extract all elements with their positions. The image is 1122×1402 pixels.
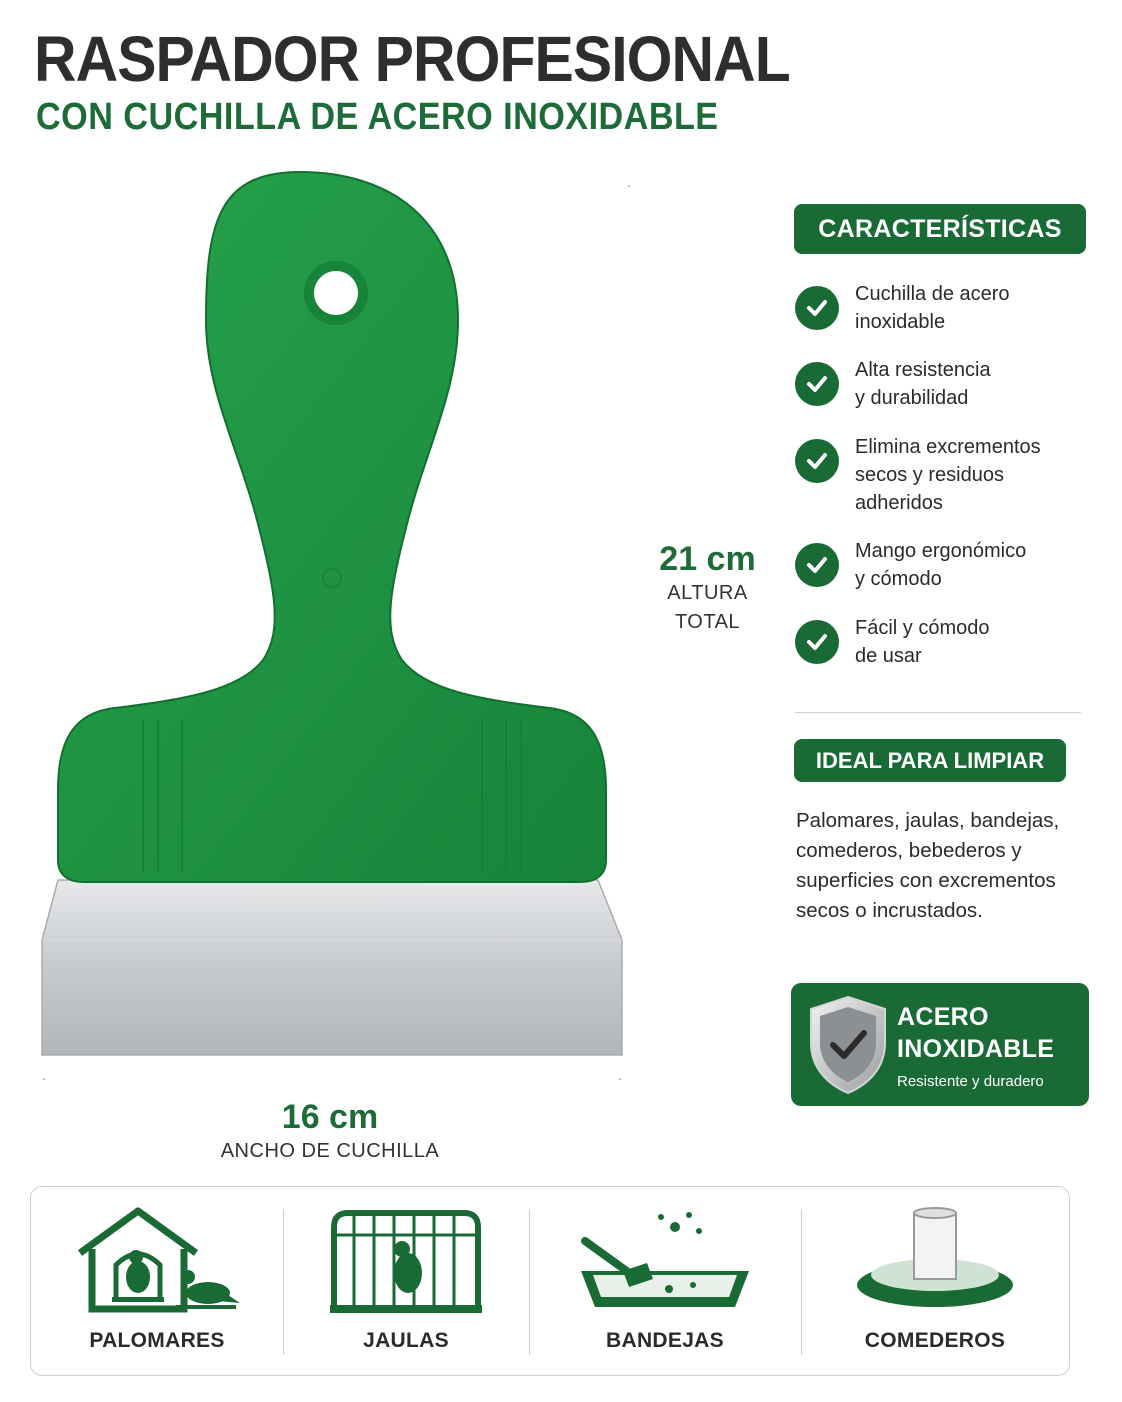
check-icon bbox=[795, 620, 839, 664]
height-value: 21 cm bbox=[659, 540, 756, 578]
feature-item: Cuchilla de acero inoxidable bbox=[795, 280, 1095, 356]
use-label: PALOMARES bbox=[89, 1329, 225, 1352]
height-label-2: TOTAL bbox=[674, 611, 741, 633]
dovecote-icon bbox=[72, 1205, 242, 1315]
scraper-illustration bbox=[30, 160, 630, 1080]
check-icon bbox=[795, 286, 839, 330]
steel-blade bbox=[42, 880, 622, 1055]
shield-check-icon bbox=[805, 993, 891, 1097]
feature-item: Fácil y cómodo de usar bbox=[795, 614, 1095, 684]
feeder-icon bbox=[850, 1205, 1020, 1315]
tray-icon bbox=[575, 1205, 755, 1315]
use-label: COMEDEROS bbox=[864, 1329, 1006, 1352]
use-jaulas bbox=[283, 1187, 529, 1377]
use-label: JAULAS bbox=[363, 1329, 449, 1352]
height-dimension-line bbox=[628, 186, 630, 1055]
height-label-1: ALTURA bbox=[667, 582, 748, 604]
badge-title-line2: INOXIDABLE bbox=[897, 1035, 1055, 1063]
use-bandejas bbox=[529, 1187, 801, 1377]
use-comederos bbox=[801, 1187, 1069, 1377]
cage-icon bbox=[326, 1205, 486, 1315]
stainless-steel-badge bbox=[791, 983, 1089, 1106]
features-heading: CARACTERÍSTICAS bbox=[794, 204, 1086, 254]
width-value: 16 cm bbox=[281, 1098, 379, 1136]
use-label: BANDEJAS bbox=[606, 1329, 724, 1352]
feature-item: Elimina excrementos secos y residuos adheridos bbox=[795, 433, 1095, 537]
use-palomares bbox=[31, 1187, 283, 1377]
height-dimension bbox=[640, 540, 775, 637]
ideal-description: Palomares, jaulas, bandejas, comederos, bebederos y superficies con excrementos secos o incrustados. bbox=[796, 809, 1060, 922]
badge-title-line1: ACERO bbox=[897, 1003, 989, 1031]
width-dimension-line bbox=[44, 1078, 620, 1080]
green-handle bbox=[58, 172, 606, 882]
features-list bbox=[795, 280, 1095, 684]
check-icon bbox=[795, 362, 839, 406]
page-subtitle: CON CUCHILLA DE ACERO INOXIDABLE bbox=[36, 96, 719, 138]
ideal-heading: IDEAL PARA LIMPIAR bbox=[794, 739, 1066, 782]
check-icon bbox=[795, 543, 839, 587]
width-label: ANCHO DE CUCHILLA bbox=[220, 1140, 440, 1162]
section-divider bbox=[795, 712, 1081, 713]
width-dimension bbox=[180, 1098, 480, 1166]
badge-subtitle: Resistente y duradero bbox=[897, 1073, 1044, 1090]
uses-panel bbox=[30, 1186, 1070, 1376]
page-title: RASPADOR PROFESIONAL bbox=[34, 23, 790, 95]
feature-item: Alta resistencia y durabilidad bbox=[795, 356, 1095, 433]
check-icon bbox=[795, 439, 839, 483]
feature-item: Mango ergonómico y cómodo bbox=[795, 537, 1095, 614]
